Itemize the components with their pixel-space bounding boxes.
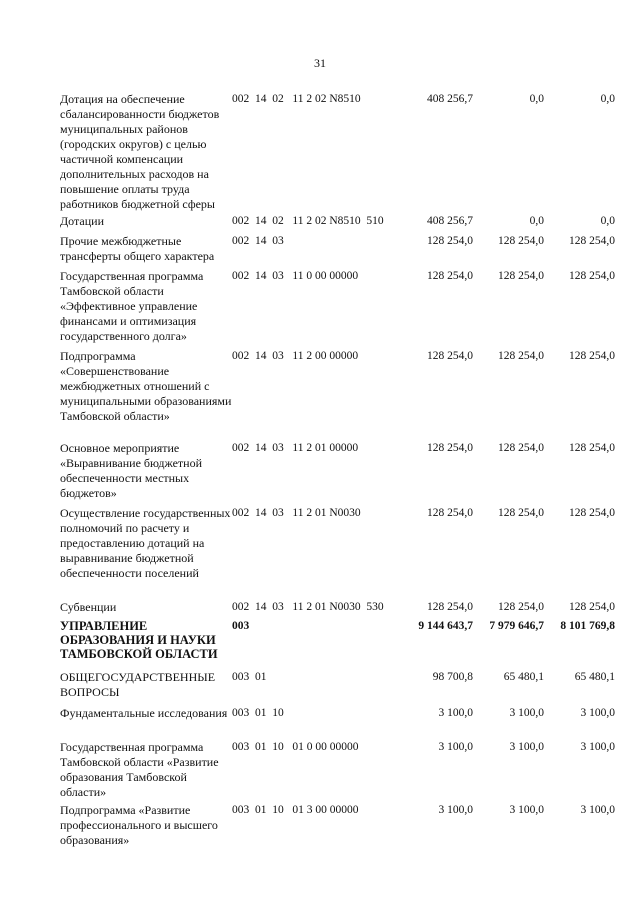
row-value-2: 3 100,0 (509, 804, 544, 816)
row-code: 003 01 10 (232, 707, 284, 719)
row-value-2: 128 254,0 (498, 235, 544, 247)
row-value-3: 8 101 769,8 (560, 620, 615, 632)
row-value-3: 65 480,1 (574, 671, 615, 683)
row-name: ОБЩЕГОСУДАРСТВЕННЫЕ ВОПРОСЫ (60, 670, 216, 699)
row-value-2: 7 979 646,7 (489, 620, 544, 632)
row-value-1: 3 100,0 (438, 804, 473, 816)
row-value-1: 128 254,0 (427, 507, 473, 519)
row-name: Дотации (60, 214, 105, 228)
row-value-1: 128 254,0 (427, 235, 473, 247)
row-value-3: 128 254,0 (569, 442, 615, 454)
row-code: 003 01 10 01 0 00 00000 (232, 741, 359, 753)
row-value-3: 128 254,0 (569, 350, 615, 362)
row-code: 002 14 02 11 2 02 N8510 (232, 93, 361, 105)
row-value-2: 0,0 (529, 215, 544, 227)
row-value-2: 3 100,0 (509, 741, 544, 753)
row-value-3: 128 254,0 (569, 601, 615, 613)
row-value-3: 0,0 (600, 215, 615, 227)
row-value-2: 128 254,0 (498, 507, 544, 519)
row-code: 002 14 03 11 0 00 00000 (232, 270, 359, 282)
row-code: 002 14 03 11 2 01 N0030 (232, 507, 361, 519)
row-value-3: 0,0 (600, 93, 615, 105)
row-value-1: 128 254,0 (427, 270, 473, 282)
row-name: Государственная программа Тамбовской области «Эффективное управление финансами и оптимизация государственного долга» (60, 269, 204, 343)
row-value-2: 0,0 (529, 93, 544, 105)
row-value-2: 128 254,0 (498, 601, 544, 613)
row-value-3: 128 254,0 (569, 507, 615, 519)
row-value-2: 128 254,0 (498, 442, 544, 454)
row-name: Фундаментальные исследования (60, 706, 228, 720)
row-value-1: 128 254,0 (427, 350, 473, 362)
row-value-1: 3 100,0 (438, 707, 473, 719)
row-value-2: 128 254,0 (498, 270, 544, 282)
row-code: 002 14 03 11 2 01 00000 (232, 442, 359, 454)
row-value-1: 98 700,8 (432, 671, 473, 683)
row-value-3: 3 100,0 (580, 741, 615, 753)
row-code: 003 01 10 01 3 00 00000 (232, 804, 359, 816)
row-code: 002 14 03 11 2 00 00000 (232, 350, 359, 362)
row-value-2: 3 100,0 (509, 707, 544, 719)
row-name: Подпрограмма «Совершенствование межбюджетных отношений с муниципальными образованиями Тамбовской области» (60, 349, 232, 423)
row-name: Субвенции (60, 600, 117, 614)
row-code: 002 14 03 11 2 01 N0030 530 (232, 601, 384, 613)
row-name: Подпрограмма «Развитие профессионального и высшего образования» (60, 803, 218, 847)
row-code: 003 (232, 620, 250, 632)
row-name: УПРАВЛЕНИЕ ОБРАЗОВАНИЯ И НАУКИ ТАМБОВСКОЙ ОБЛАСТИ (60, 619, 218, 661)
row-value-2: 128 254,0 (498, 350, 544, 362)
row-value-2: 65 480,1 (503, 671, 544, 683)
row-value-1: 408 256,7 (427, 215, 473, 227)
row-value-3: 3 100,0 (580, 804, 615, 816)
row-code: 003 01 (232, 671, 267, 683)
row-value-1: 9 144 643,7 (418, 620, 473, 632)
row-code: 002 14 03 (232, 235, 284, 247)
row-code: 002 14 02 11 2 02 N8510 510 (232, 215, 384, 227)
row-name: Осуществление государственных полномочий по расчету и предоставлению дотаций на выравнивание бюджетной обеспеченности поселений (60, 506, 231, 580)
row-value-1: 128 254,0 (427, 442, 473, 454)
row-name: Дотация на обеспечение сбалансированности бюджетов муниципальных районов (городских округов) с целью частичной компенсации дополнительных расходов на повышение оплаты труда работников бюджетной сферы (60, 92, 220, 211)
row-value-1: 408 256,7 (427, 93, 473, 105)
row-value-1: 128 254,0 (427, 601, 473, 613)
page-number: 31 (314, 56, 326, 70)
row-value-3: 128 254,0 (569, 235, 615, 247)
row-value-3: 128 254,0 (569, 270, 615, 282)
row-name: Прочие межбюджетные трансферты общего характера (60, 234, 215, 263)
row-name: Основное мероприятие «Выравнивание бюджетной обеспеченности местных бюджетов» (60, 441, 203, 500)
row-value-1: 3 100,0 (438, 741, 473, 753)
row-name: Государственная программа Тамбовской области «Развитие образования Тамбовской области» (60, 740, 219, 799)
row-value-3: 3 100,0 (580, 707, 615, 719)
